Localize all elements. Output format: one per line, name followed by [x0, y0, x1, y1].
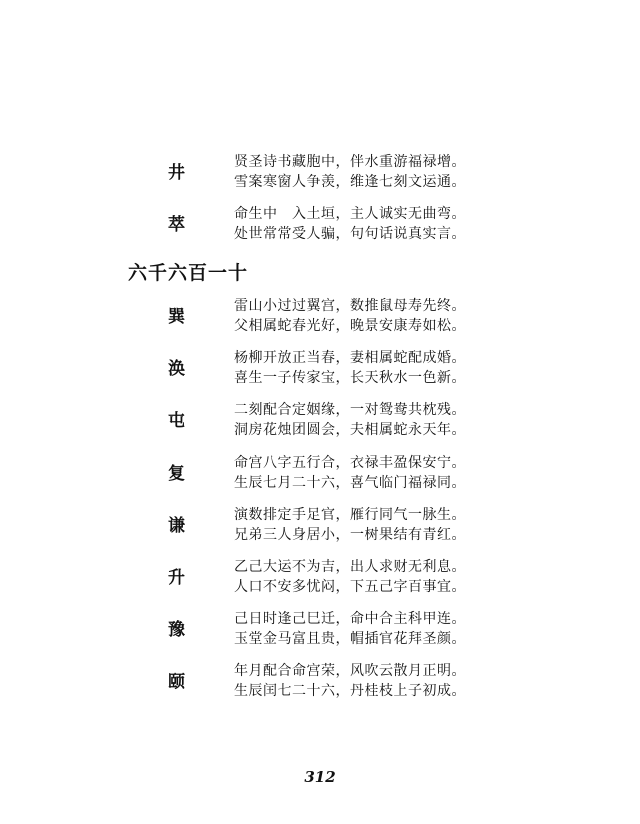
entry-label: 萃	[168, 215, 185, 235]
entry-verse	[234, 453, 466, 493]
verse-line: 处世常常受人骗，句句话说真实言。	[234, 226, 466, 242]
verse-line: 命生中 入土垣，主人诚实无曲弯。	[234, 206, 466, 222]
verse-line: 生辰七月二十六，喜气临门福禄同。	[234, 475, 466, 491]
entry-label: 谦	[168, 516, 185, 536]
verse-line: 人口不安多忧闷，下五己字百事宜。	[234, 579, 466, 595]
verse-line: 父相属蛇春光好，晚景安康寿如松。	[234, 318, 466, 334]
entry-label: 豫	[168, 620, 185, 640]
verse-line: 乙己大运不为吉，出人求财无利息。	[234, 559, 466, 575]
entry-verse	[234, 661, 466, 701]
entry-yu	[0, 609, 640, 653]
entry-verse	[234, 204, 466, 244]
entry-qian	[0, 505, 640, 549]
verse-line: 雪案寒窗人争羡，维逢七刻文运通。	[234, 174, 466, 190]
entry-label: 巽	[168, 307, 185, 327]
entry-yi	[0, 661, 640, 705]
verse-line: 二刻配合定姻缘，一对鸳鸯共枕残。	[234, 402, 466, 418]
verse-line: 己日时逢己巳迁，命中合主科甲连。	[234, 611, 466, 627]
entry-verse	[234, 400, 466, 440]
verse-line: 洞房花烛团圆会，夫相属蛇永天年。	[234, 422, 466, 438]
entry-sheng	[0, 557, 640, 601]
verse-line: 雷山小过过翼宫，数推鼠母寿先终。	[234, 298, 466, 314]
verse-line: 年月配合命宫荣，风吹云散月正明。	[234, 663, 466, 679]
verse-line: 命宫八字五行合，衣禄丰盈保安宁。	[234, 455, 466, 471]
entry-label: 屯	[168, 411, 185, 431]
entry-verse	[234, 557, 466, 597]
verse-line: 玉堂金马富且贵，帽插官花拜圣颜。	[234, 631, 466, 647]
verse-line: 演数排定手足官，雁行同气一脉生。	[234, 507, 466, 523]
entry-label: 升	[168, 568, 185, 588]
entry-huan	[0, 348, 640, 392]
entry-fu	[0, 453, 640, 497]
entry-cui	[0, 204, 640, 248]
entry-verse	[234, 348, 466, 388]
section-heading: 六千六百一十	[128, 262, 249, 284]
verse-line: 生辰闰七二十六，丹桂枝上子初成。	[234, 683, 466, 699]
entry-verse	[234, 296, 466, 336]
entry-label: 复	[168, 464, 185, 484]
entry-verse	[234, 609, 466, 649]
page-number: 312	[304, 768, 336, 786]
entry-zhun	[0, 400, 640, 444]
entry-label: 颐	[168, 672, 185, 692]
verse-line: 杨柳开放正当春，妻相属蛇配成婚。	[234, 350, 466, 366]
entry-label: 井	[168, 163, 185, 183]
entry-xun	[0, 296, 640, 340]
verse-line: 兄弟三人身居小，一树果结有青红。	[234, 527, 466, 543]
entry-jing	[0, 152, 640, 196]
verse-line: 喜生一子传家宝，长天秋水一色新。	[234, 370, 466, 386]
verse-line: 贤圣诗书藏胞中，伴水重游福禄增。	[234, 154, 466, 170]
entry-label: 涣	[168, 359, 185, 379]
entry-verse	[234, 152, 466, 192]
entry-verse	[234, 505, 466, 545]
